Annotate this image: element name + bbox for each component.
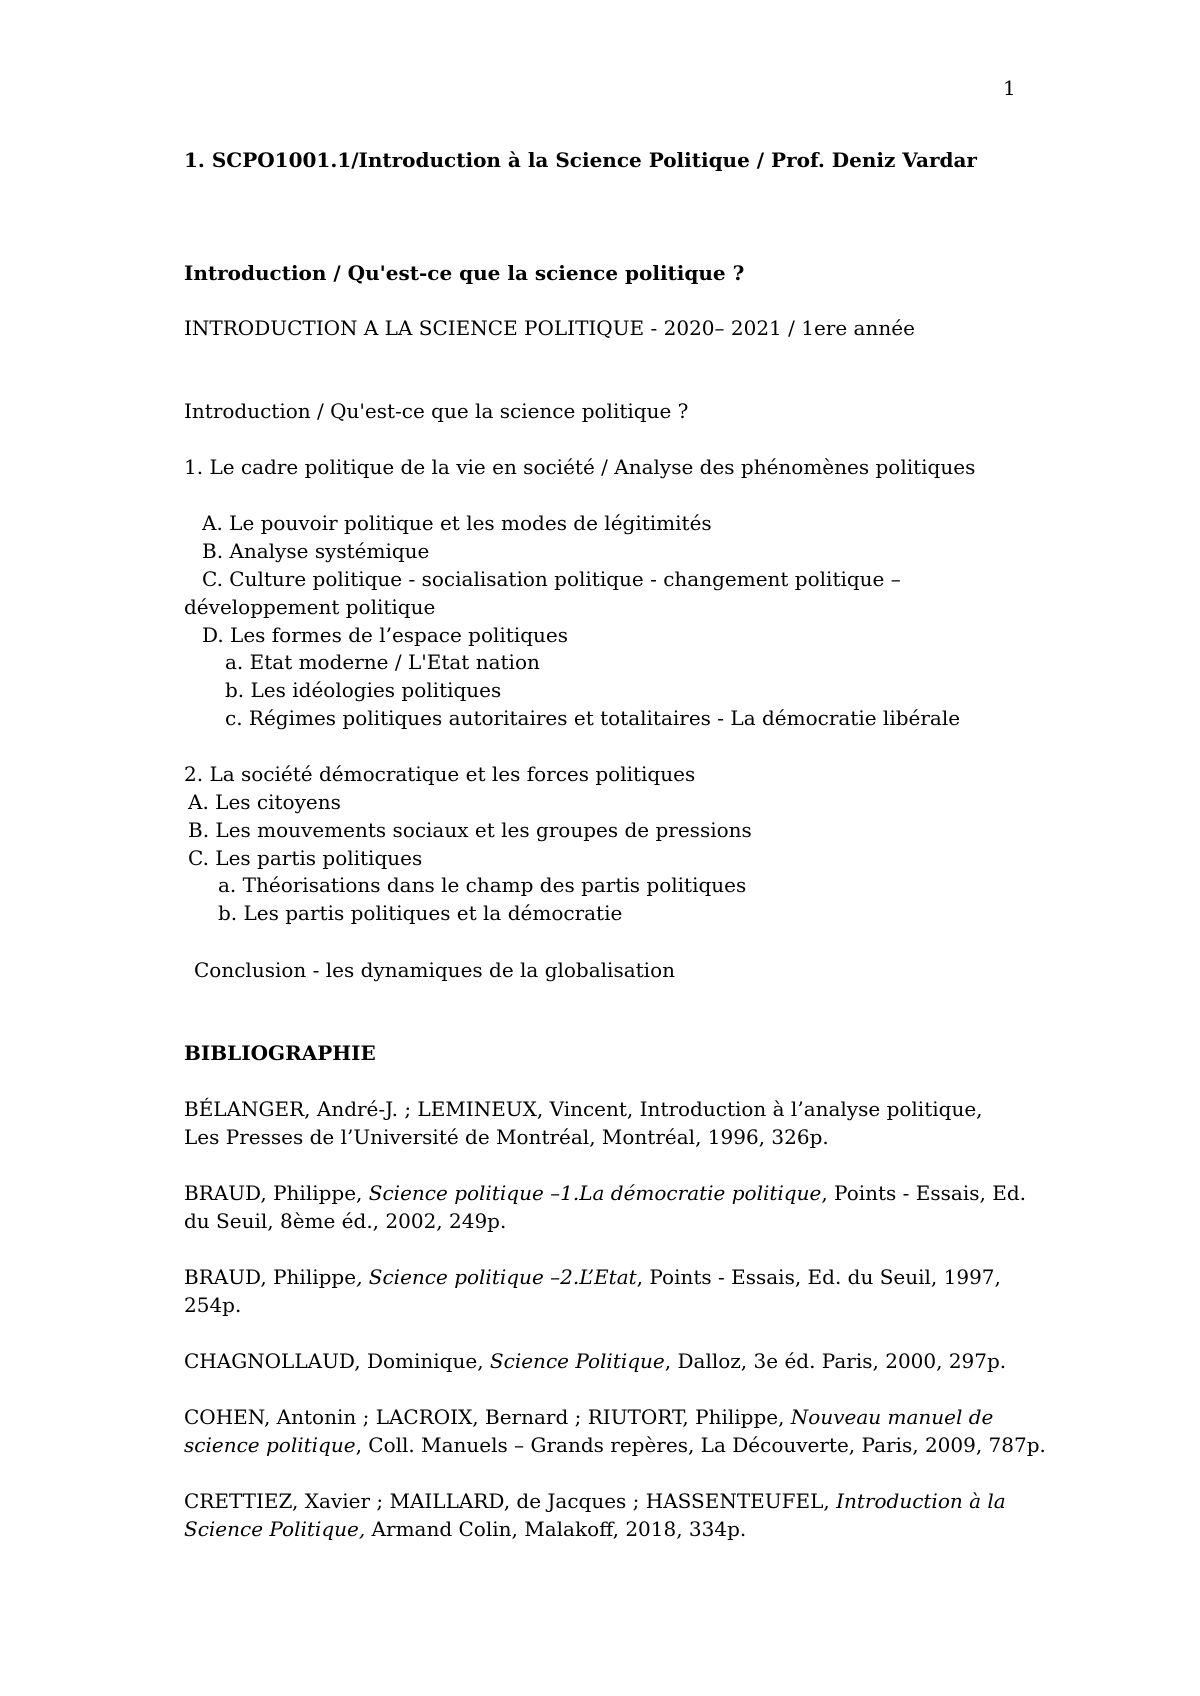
outline-item-1C-line2: développement politique xyxy=(184,595,436,619)
program-title: INTRODUCTION A LA SCIENCE POLITIQUE - 2020– 2021 / 1ere année xyxy=(184,316,915,340)
bib-title: Science politique –1.La démocratie politique xyxy=(368,1181,822,1205)
outline-conclusion: Conclusion - les dynamiques de la globalisation xyxy=(194,958,675,982)
outline-item-1B: B. Analyse systémique xyxy=(202,539,430,563)
bib-publisher: , Coll. Manuels – Grands repères, La Découverte, Paris, 2009, 787p. xyxy=(355,1433,1046,1457)
bib-title: Science Politique, xyxy=(184,1517,366,1541)
outline-item-2C: C. Les partis politiques xyxy=(188,846,423,870)
bib-title: science politique xyxy=(184,1433,356,1457)
bib-title: Nouveau manuel de xyxy=(790,1405,994,1429)
bib-entry-1-line2: Les Presses de l’Université de Montréal, Montréal, 1996, 326p. xyxy=(184,1125,829,1149)
bib-entry-3-line2: 254p. xyxy=(184,1293,242,1317)
bib-publisher: , Dalloz, 3e éd. Paris, 2000, 297p. xyxy=(664,1349,1007,1373)
bib-entry-2-line1 xyxy=(184,1180,1026,1206)
outline-item-2Ca: a. Théorisations dans le champ des partis politiques xyxy=(218,873,747,897)
bib-entry-5-line1 xyxy=(184,1404,1026,1430)
outline-part-2: 2. La société démocratique et les forces politiques xyxy=(184,762,696,786)
bib-title: Science Politique xyxy=(489,1349,665,1373)
outline-item-1Dc: c. Régimes politiques autoritaires et totalitaires - La démocratie libérale xyxy=(225,706,961,730)
outline-item-1A: A. Le pouvoir politique et les modes de légitimités xyxy=(202,511,712,535)
outline-item-1Da: a. Etat moderne / L'Etat nation xyxy=(225,650,540,674)
bib-author: CRETTIEZ, Xavier ; MAILLARD, de Jacques ; HASSENTEUFEL, xyxy=(184,1489,837,1513)
bib-author: BRAUD, Philippe, xyxy=(184,1181,369,1205)
bib-publisher: Armand Colin, Malakoff, 2018, 334p. xyxy=(365,1517,747,1541)
page-number: 1 xyxy=(1003,76,1016,100)
bibliography-heading: BIBLIOGRAPHIE xyxy=(184,1041,376,1065)
outline-item-2A: A. Les citoyens xyxy=(188,790,341,814)
outline-item-1C-line1: C. Culture politique - socialisation politique - changement politique – xyxy=(202,567,901,591)
bib-title: , Science politique –2.L’Etat xyxy=(356,1265,637,1289)
course-title: 1. SCPO1001.1/Introduction à la Science Politique / Prof. Deniz Vardar xyxy=(184,148,977,172)
bib-entry-6-line2 xyxy=(184,1516,1026,1542)
bib-author: COHEN, Antonin ; LACROIX, Bernard ; RIUTORT, Philippe, xyxy=(184,1405,791,1429)
bib-entry-6-line1 xyxy=(184,1488,1026,1514)
bib-publisher: , Points - Essais, Ed. xyxy=(821,1181,1026,1205)
intro-heading: Introduction / Qu'est-ce que la science politique ? xyxy=(184,261,745,285)
bib-entry-4 xyxy=(184,1348,1026,1374)
bib-entry-3-line1 xyxy=(184,1264,1026,1290)
bib-publisher: , Points - Essais, Ed. du Seuil, 1997, xyxy=(636,1265,1001,1289)
bib-entry-2-line2: du Seuil, 8ème éd., 2002, 249p. xyxy=(184,1209,507,1233)
bib-author: BRAUD, Philippe xyxy=(184,1265,357,1289)
bib-title: Introduction à la xyxy=(836,1489,1006,1513)
outline-item-1D: D. Les formes de l’espace politiques xyxy=(202,623,569,647)
bib-entry-5-line2 xyxy=(184,1432,1046,1458)
outline-item-1Db: b. Les idéologies politiques xyxy=(225,678,502,702)
bib-entry-1-line1: BÉLANGER, André-J. ; LEMINEUX, Vincent, Introduction à l’analyse politique, xyxy=(184,1097,983,1121)
outline-item-2Cb: b. Les partis politiques et la démocratie xyxy=(218,901,623,925)
bib-author: CHAGNOLLAUD, Dominique, xyxy=(184,1349,490,1373)
outline-intro: Introduction / Qu'est-ce que la science politique ? xyxy=(184,399,689,423)
outline-part-1: 1. Le cadre politique de la vie en société / Analyse des phénomènes politiques xyxy=(184,455,976,479)
outline-item-2B: B. Les mouvements sociaux et les groupes de pressions xyxy=(188,818,752,842)
